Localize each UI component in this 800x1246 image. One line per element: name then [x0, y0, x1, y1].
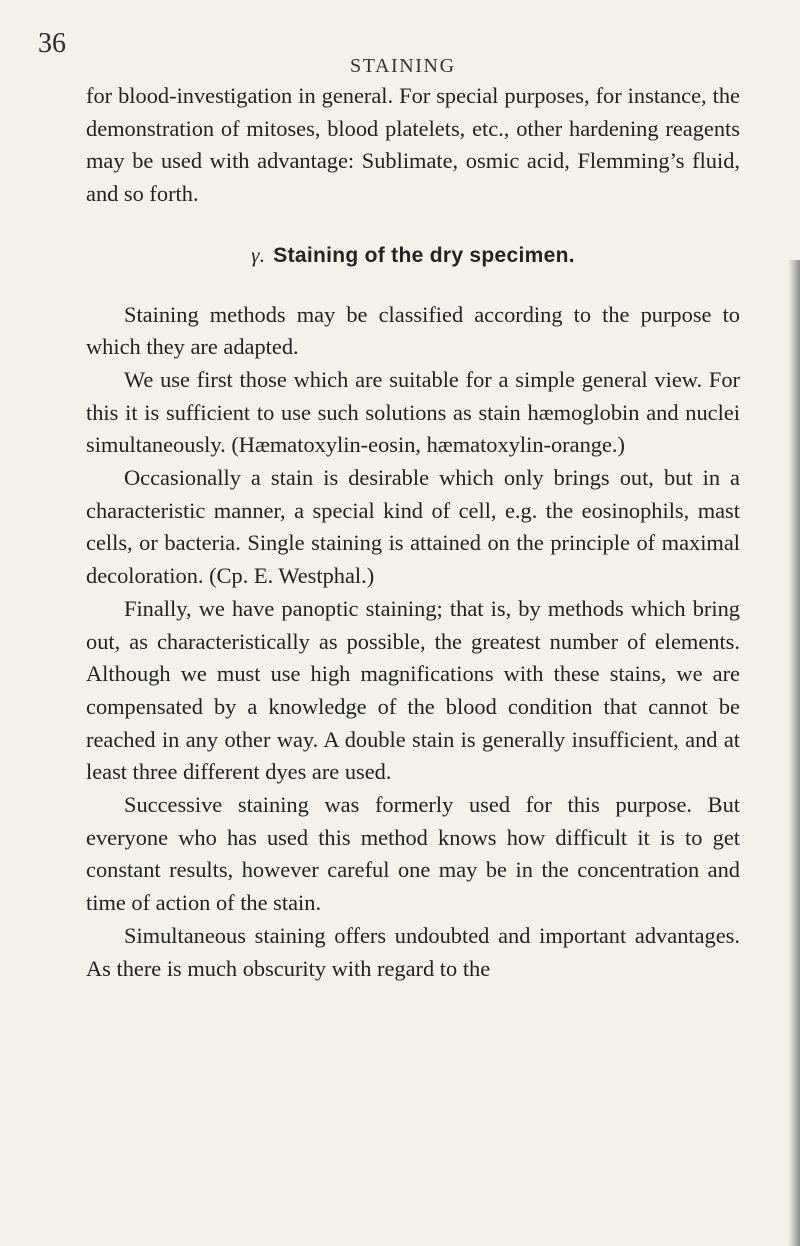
- page-body: [86, 80, 740, 985]
- paragraph: Occasionally a stain is desirable which only brings out, but in a characteristic manner, a special kind of cell, e.g. the eosinophils, mast cells, or bacteria. Single staining is attained on the principle of maximal decoloration. (Cp. E. Westphal.): [86, 465, 740, 589]
- running-head: STAINING: [350, 55, 456, 77]
- paragraph: Simultaneous staining offers undoubted and important advantages. As there is much obscurity with regard to the: [86, 922, 740, 981]
- section-marker: γ.: [251, 242, 266, 267]
- opening-paragraph: for blood-investigation in general. For special purposes, for instance, the demonstration of mitoses, blood platelets, etc., other hardening reagents may be used with advantage: Sublimate, osmic acid, Flemming’s fluid, and so forth.: [86, 83, 740, 207]
- paragraph: Staining methods may be classified according to the purpose to which they are adapted.: [86, 301, 740, 360]
- page-number: 36: [38, 28, 66, 59]
- paragraph: We use first those which are suitable for a simple general view. For this it is sufficient to use such solutions as stain hæmoglobin and nuclei simultaneously. (Hæmatoxylin-eosin, hæmatoxylin-orange.): [86, 366, 740, 458]
- section-title: Staining of the dry specimen.: [273, 243, 575, 267]
- page-edge-shadow: [788, 260, 800, 1246]
- paragraph: Finally, we have panoptic staining; that is, by methods which bring out, as characteristically as possible, the greatest number of elements. Although we must use high magnifications with these stains, we are compensated by a knowledge of the blood condition that cannot be reached in any other way. A double stain is generally insufficient, and at least three different dyes are used.: [86, 595, 740, 785]
- paragraph: Successive staining was formerly used for this purpose. But everyone who has used this method knows how difficult it is to get constant results, however careful one may be in the concentration and time of action of the stain.: [86, 792, 740, 916]
- section-heading: [86, 239, 740, 273]
